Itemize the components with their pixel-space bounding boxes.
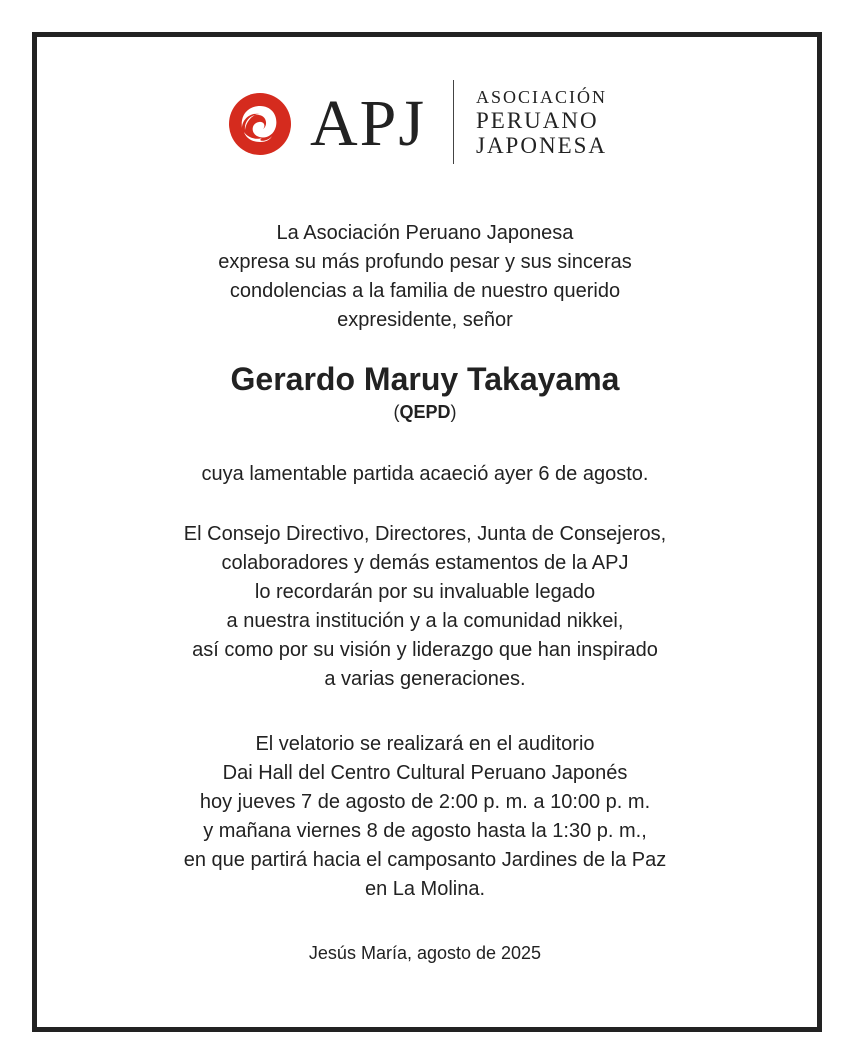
place-date: Jesús María, agosto de 2025 <box>308 943 542 963</box>
tribute-paragraph <box>0 520 850 694</box>
qepd-label <box>0 400 850 424</box>
departure-paragraph <box>0 460 850 489</box>
text-line: y mañana viernes 8 de agosto hasta la 1:30 p. m., <box>203 820 647 842</box>
text-line: colaboradores y demás estamentos de la APJ <box>221 552 629 574</box>
text-line: así como por su visión y liderazgo que han inspirado <box>192 639 658 661</box>
text-line: lo recordarán por su invaluable legado <box>254 581 596 603</box>
close-paren: ) <box>450 402 457 422</box>
intro-paragraph <box>0 219 850 335</box>
open-paren: ( <box>393 402 400 422</box>
text-line: a varias generaciones. <box>324 668 526 690</box>
text-line: en que partirá hacia el camposanto Jardines de la Paz <box>183 849 667 871</box>
wake-paragraph <box>0 730 850 904</box>
deceased-name: Gerardo Maruy Takayama <box>230 361 620 397</box>
logo-line: PERUANO <box>476 108 599 133</box>
text-line: expresa su más profundo pesar y sus sinceras <box>218 251 632 273</box>
qepd-text: QEPD <box>399 402 451 422</box>
text-line: La Asociación Peruano Japonesa <box>276 222 574 244</box>
text-line: cuya lamentable partida acaeció ayer 6 de agosto. <box>201 463 649 485</box>
logo-abbreviation: APJ <box>310 87 427 160</box>
logo-line: JAPONESA <box>476 133 608 158</box>
text-line: El velatorio se realizará en el auditorio <box>255 733 595 755</box>
text-line: El Consejo Directivo, Directores, Junta de Consejeros, <box>183 523 667 545</box>
text-line: condolencias a la familia de nuestro querido <box>229 280 621 302</box>
text-line: a nuestra institución y a la comunidad nikkei, <box>226 610 624 632</box>
apj-logo <box>0 80 850 170</box>
logo-divider <box>453 80 454 164</box>
text-line: expresidente, señor <box>337 309 513 331</box>
apj-swirl-icon <box>228 92 292 156</box>
text-line: hoy jueves 7 de agosto de 2:00 p. m. a 10:00 p. m. <box>199 791 651 813</box>
text-line: en La Molina. <box>364 878 486 900</box>
logo-line: ASOCIACIÓN <box>476 87 608 107</box>
text-line: Dai Hall del Centro Cultural Peruano Japonés <box>222 762 628 784</box>
logo-wordmark <box>476 86 607 158</box>
